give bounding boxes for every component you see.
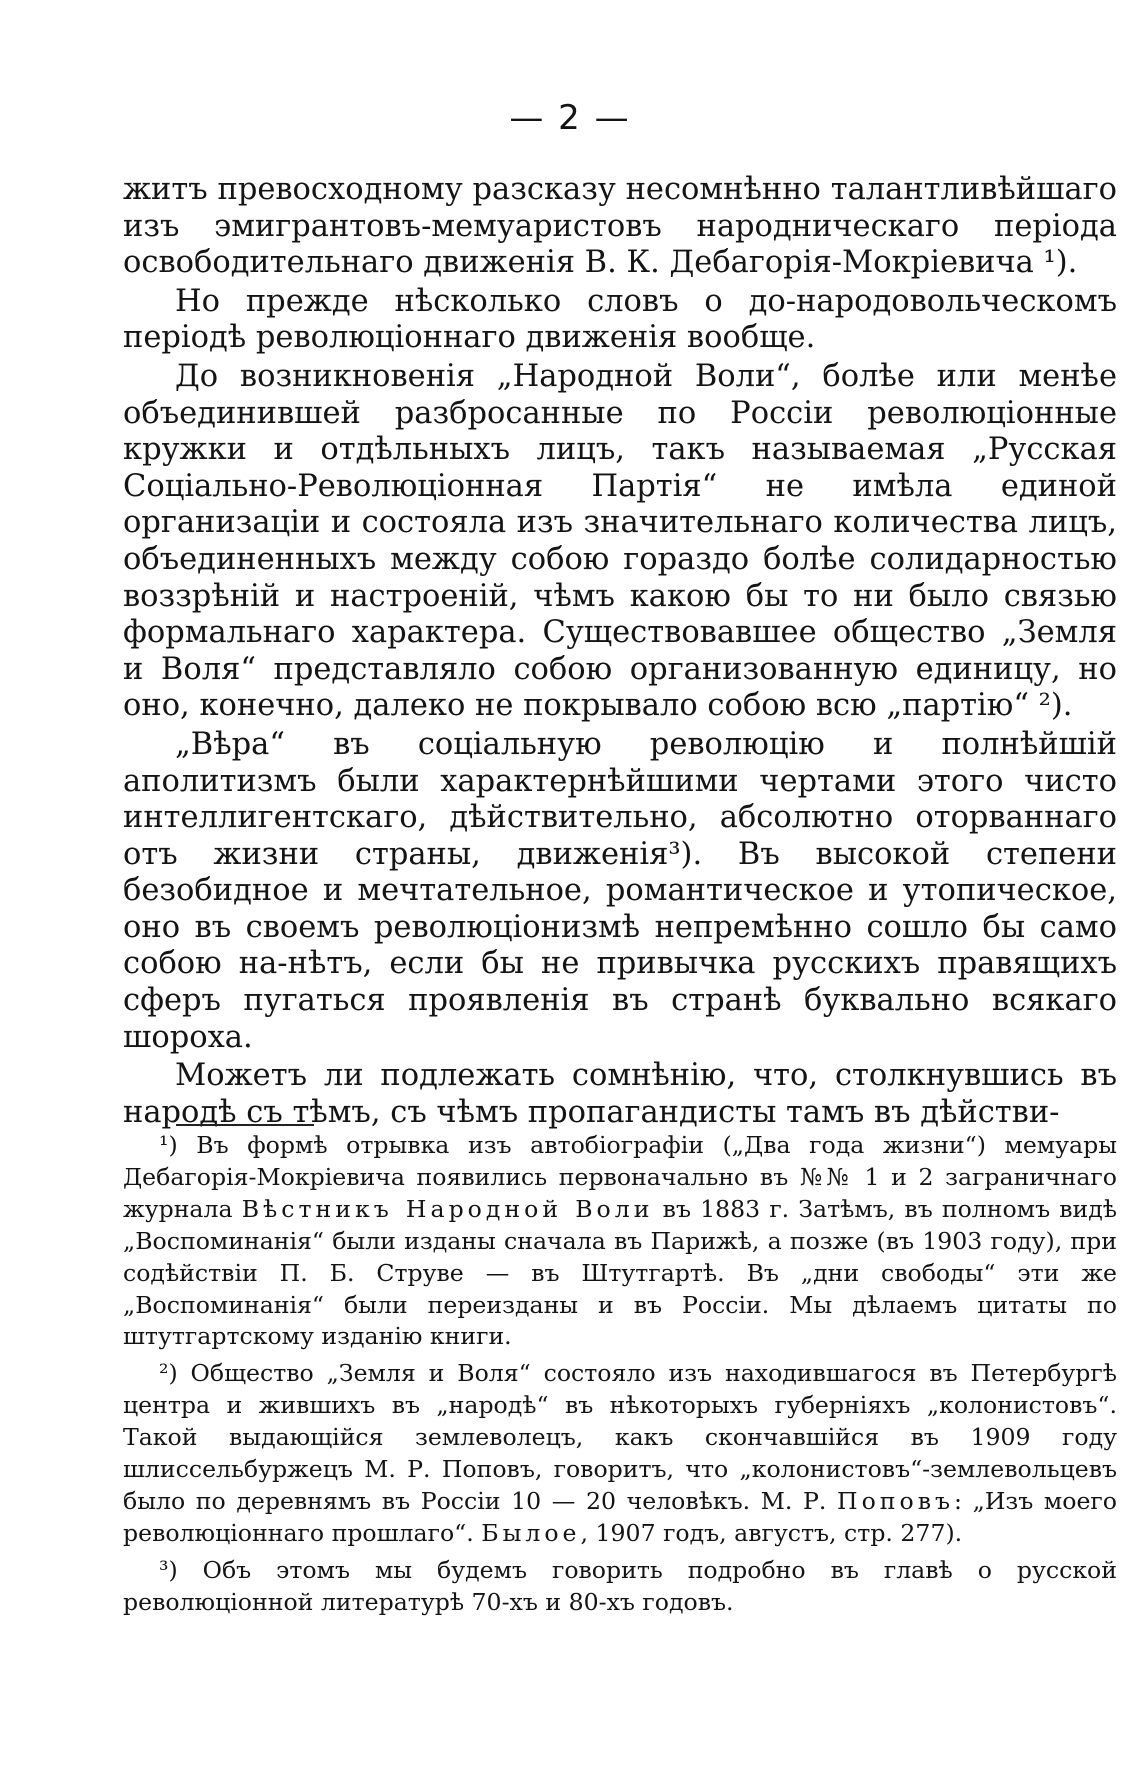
paragraph-4: „Вѣра“ въ соціальную революцію и полнѣйшій аполитизмъ были характернѣйшими чертами этого чисто интеллигентскаго, дѣйствительно, абсолютно оторваннаго отъ жизни страны, движенія³). Въ высокой степени безобидное и мечтательное, романтическое и утопическое, оно въ своемъ революціонизмѣ непремѣнно сошло бы само собою на-нѣтъ, если бы не привычка русскихъ правящихъ сферъ пугаться проявленія въ странѣ буквально всякаго шороха. <box>123 726 1117 1055</box>
footnote-2-author: Поповъ <box>837 1486 955 1515</box>
footnote-2-text-a: ²) Общество „Земля и Воля“ состояло изъ находившагося въ Петербургѣ центра и жившихъ въ „народѣ“ въ нѣкоторыхъ губерніяхъ „колонистовъ“. Такой выдающійся землеволецъ, какъ скончавшійся въ 1909 году шлиссельбуржецъ М. Р. Поповъ, говоритъ, что „колонистовъ“-землевольцевъ было по деревнямъ въ Россіи 10 — 20 человѣкъ. М. Р. <box>123 1359 1117 1515</box>
footnote-separator <box>176 1124 314 1126</box>
footnotes <box>123 1130 1117 1624</box>
footnote-2 <box>123 1358 1117 1549</box>
footnote-3: ³) Объ этомъ мы будемъ говорить подробно въ главѣ о русской революціонной литературѣ 70-хъ и 80-хъ годовъ. <box>123 1555 1117 1616</box>
paragraph-2: Но прежде нѣсколько словъ о до-народовольческомъ періодѣ революціоннаго движенія вообще. <box>123 283 1117 356</box>
paragraph-1: житъ превосходному разсказу несомнѣнно талантливѣйшаго изъ эмигрантовъ-мемуаристовъ народническаго періода освободительнаго движенія В. К. Дебагорія-Мокріевича ¹). <box>123 172 1117 281</box>
main-text <box>123 172 1117 1133</box>
footnote-1-text-b: въ 1883 г. Затѣмъ, въ полномъ видѣ „Воспоминанія“ были изданы сначала въ Парижѣ, а позже (въ 1903 году), при содѣйствіи П. Б. Струве — въ Штутгартѣ. Въ „дни свободы“ эти же „Воспоминанія“ были переизданы и въ Россіи. Мы дѣлаемъ цитаты по штутгартскому изданію книги. <box>123 1194 1118 1351</box>
footnote-2-source: Былое <box>481 1518 581 1547</box>
footnote-2-text-c: , 1907 годъ, августъ, стр. 277). <box>580 1518 963 1547</box>
footnote-1-text-a: ¹) Въ формѣ отрывка изъ автобіографіи („Два года жизни“) мемуары Дебагорія-Мокріевича появились первоначально въ №№ 1 и 2 заграничнаго журнала <box>123 1131 1117 1223</box>
paragraph-5: Можетъ ли подлежать сомнѣнію, что, столкнувшись въ народѣ съ тѣмъ, съ чѣмъ пропагандисты тамъ въ дѣйстви- <box>123 1058 1117 1130</box>
paragraph-3: До возникновенія „Народной Воли“, болѣе или менѣе объединившей разбросанные по Россіи революціонные кружки и отдѣльныхъ лицъ, такъ называемая „Русская Соціально-Революціонная Партія“ не имѣла единой организаціи и состояла изъ значительнаго количества лицъ, объединенныхъ между собою гораздо болѣе солидарностью воззрѣній и настроеній, чѣмъ какою бы то ни было связью формальнаго характера. Существовавшее общество „Земля и Воля“ представляло собою организованную единицу, но оно, конечно, далеко не покрывало собою всю „партію“ ²). <box>123 358 1117 724</box>
footnote-1 <box>123 1130 1117 1353</box>
page-number: — 2 — <box>509 98 631 138</box>
footnote-1-journal: Вѣстникъ Народной Воли <box>241 1194 654 1223</box>
footnote-2-text-b: : „Изъ моего революціоннаго прошлаго“. <box>123 1486 1118 1547</box>
